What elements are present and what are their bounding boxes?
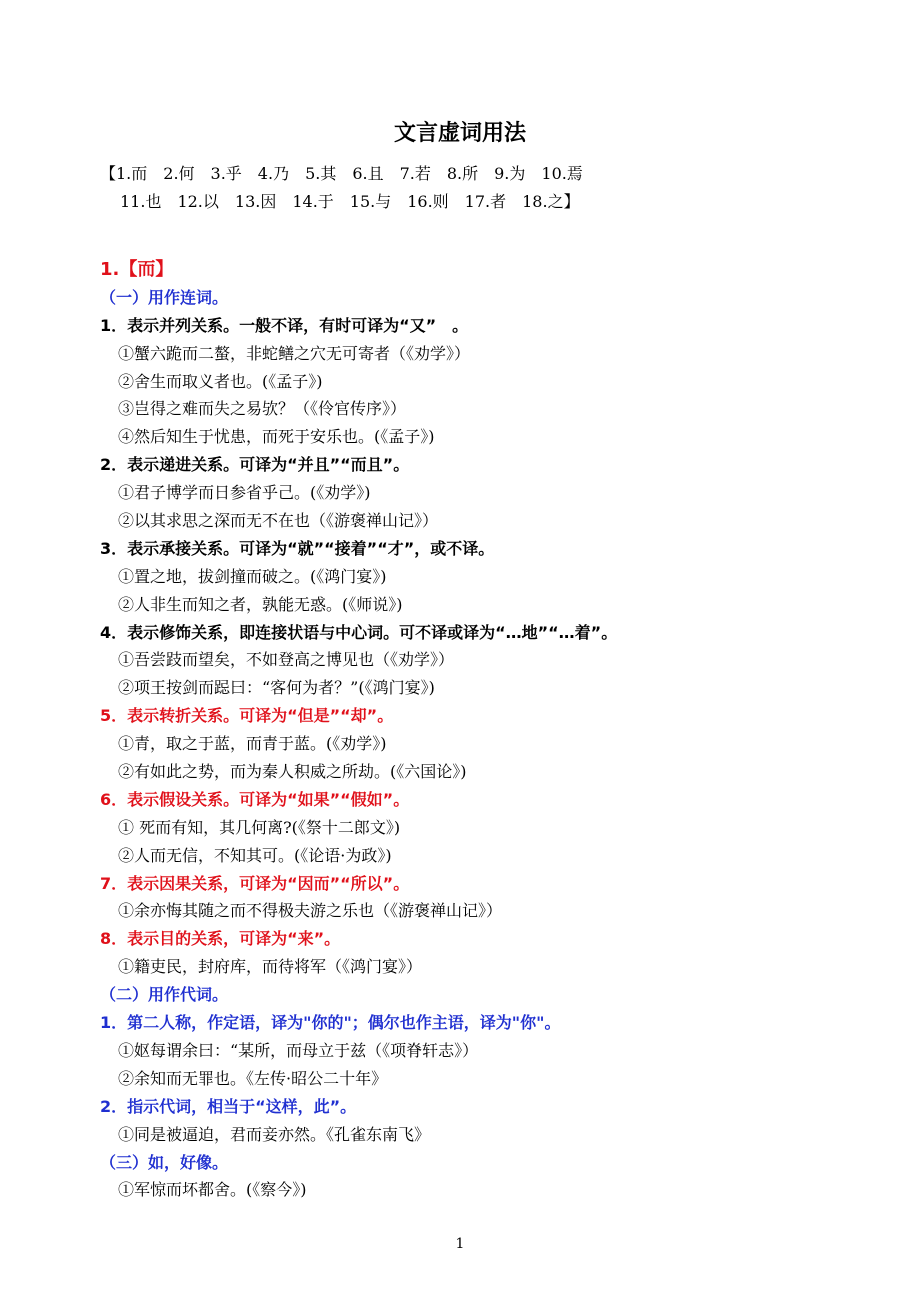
usage-heading: 5．表示转折关系。可译为“但是”“却”。 (100, 706, 394, 726)
usage-heading: 2．表示递进关系。可译为“并且”“而且”。 (100, 455, 410, 475)
subsection-heading: （三）如，好像。 (100, 1152, 229, 1172)
example-sentence: ①妪每谓余曰：“某所，而母立于兹（《项脊轩志》） (118, 1040, 479, 1060)
example-sentence: ②项王按剑而跽曰：“客何为者？”(《鸿门宴》) (118, 678, 435, 698)
toc-line-1: 【1.而 2.何 3.乎 4.乃 5.其 6.且 7.若 8.所 9.为 10.焉 (100, 164, 583, 183)
page-title: 文言虚词用法 (393, 121, 526, 146)
section-heading: 1.【而】 (100, 259, 174, 280)
page-number: 1 (455, 1236, 465, 1252)
example-sentence: ②舍生而取义者也。(《孟子》) (118, 371, 323, 391)
example-sentence: ④然后知生于忧患，而死于安乐也。(《孟子》) (118, 427, 435, 447)
example-sentence: ①余亦悔其随之而不得极夫游之乐也（《游褒禅山记》） (118, 901, 503, 921)
example-sentence: ①蟹六跪而二螯，非蛇鳝之穴无可寄者（《劝学》） (118, 343, 471, 363)
usage-heading: 6．表示假设关系。可译为“如果”“假如”。 (100, 789, 410, 809)
toc-line-2: 11.也 12.以 13.因 14.于 15.与 16.则 17.者 18.之】 (120, 192, 580, 211)
example-sentence: ②人而无信，不知其可。(《论语·为政》) (118, 845, 392, 865)
example-sentence: ① 死而有知，其几何离?(《祭十二郎文》) (118, 817, 401, 837)
usage-heading: 3．表示承接关系。可译为“就”“接着”“才”，或不译。 (100, 538, 495, 558)
example-sentence: ①君子博学而日参省乎己。(《劝学》) (118, 483, 371, 503)
example-sentence: ①同是被逼迫，君而妾亦然。《孔雀东南飞》 (118, 1124, 431, 1144)
example-sentence: ①吾尝跂而望矣，不如登高之博见也（《劝学》） (118, 650, 455, 670)
example-sentence: ②有如此之势，而为秦人积威之所劫。(《六国论》) (118, 762, 467, 782)
usage-heading: 8．表示目的关系，可译为“来”。 (100, 929, 341, 949)
usage-heading: 1．表示并列关系。一般不译，有时可译为“又” 。 (100, 315, 469, 335)
usage-heading: 7．表示因果关系，可译为“因而”“所以”。 (100, 873, 410, 893)
usage-heading: 1．第二人称，作定语，译为"你的"；偶尔也作主语，译为"你"。 (100, 1013, 561, 1033)
example-sentence: ①籍吏民，封府库，而待将军（《鸿门宴》） (118, 957, 423, 977)
example-sentence: ①军惊而坏都舍。(《察今》) (118, 1180, 307, 1200)
example-sentence: ②以其求思之深而无不在也（《游褒禅山记》） (118, 511, 439, 531)
document-body (100, 256, 820, 1204)
example-sentence: ③岂得之难而失之易欤？（《伶官传序》） (118, 399, 407, 419)
subsection-heading: （一）用作连词。 (100, 287, 229, 307)
example-sentence: ①青，取之于蓝，而青于蓝。(《劝学》) (118, 734, 387, 754)
subsection-heading: （二）用作代词。 (100, 985, 229, 1005)
example-sentence: ①置之地，拔剑撞而破之。(《鸿门宴》) (118, 566, 387, 586)
example-sentence: ②余知而无罪也。《左传·昭公二十年》 (118, 1068, 388, 1088)
usage-heading: 4．表示修饰关系，即连接状语与中心词。可不译或译为“…地”“…着”。 (100, 622, 618, 642)
usage-heading: 2．指示代词，相当于“这样，此”。 (100, 1096, 357, 1116)
example-sentence: ②人非生而知之者，孰能无惑。(《师说》) (118, 594, 403, 614)
